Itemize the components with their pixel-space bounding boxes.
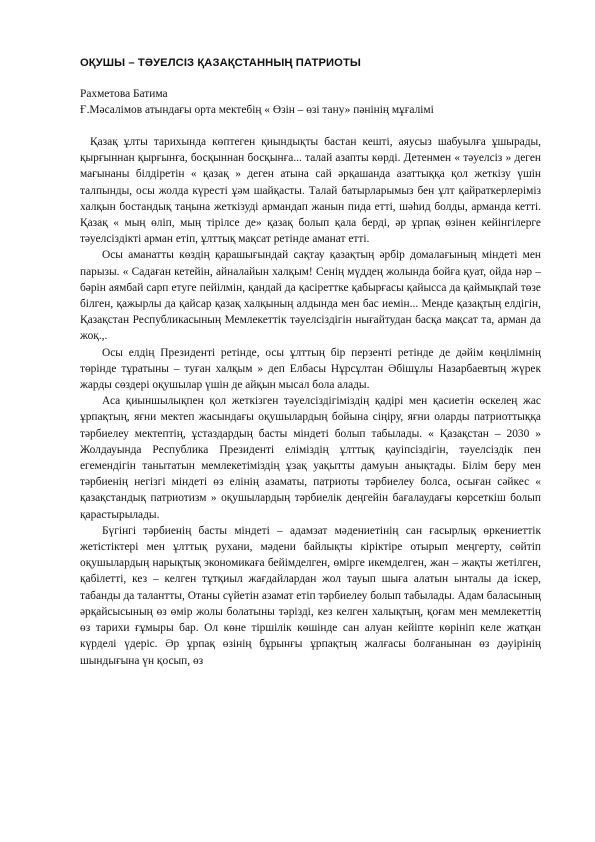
author-name: Рахметова Батима xyxy=(80,88,168,100)
paragraph: Қазақ ұлты тарихында көптеген қиындықты бастан кешті, аяусыз шабуылға ұшырады, қырғыннан қырғынға, босқыннан босқынға... талай азапты көрді. Детенмен « тәуелсіз » деген мағынаны білдіретін « қазақ » деген атына сай әрқашанда азаттыққа қол жеткізу үшін талпынды, осы жолда күресті ұәм шайқасты. Талай батырларымыз бен ұлт қайраткерлеріміз халқын бостандық таңына жеткізуді армандап жанын пида етті, шәһид болды, арманда кетті. Қазақ « мың өліп, мың тірілсе де» қазақ болып қала берді, әр ұрпақ өзінен кейінгілерге тәуелсіздікті арман етіп, ұлттық мақсат ретінде аманат етті. xyxy=(80,136,541,246)
paragraph: Аса қиыншылықпен қол жеткізген тәуелсіздігіміздің қадірі мен қасиетін өскелең жас ұрпақтың, яғни мектеп жасындағы оқушылардың бойына сіңіру, яғни оларды патриоттыққа тәрбиелеу мектептің, ұстаздардың басты міндеті болып табылады. « Қазақстан – 2030 » Жолдауында Республика Президенті еліміздің ұлттық қауіпсіздігін, тәуелсіздік пен егемендігін танытатын мемлекетіміздің ұзақ уақытты дамуын анықтады. Білім беру мен тәрбиенің негізгі міндеті өз елінің азаматы, патриоты тәрбиелеу болса, осыған сәйкес « қазақстандық патриотизм » оқушылардың тәрбиелік деңгейін бағалаудағы көрсеткіш болып қарастырылады. xyxy=(80,395,541,521)
paragraph: Осы аманатты көздің қарашығындай сақтау қазақтың әрбір домалағының міндеті мен парызы. « Садаған кетейін, айналайын халқым! Сенің мүддең жолында бойға қуат, ойда нәр – бәрін аямбай сарп етуге пейілмін, қандай да қасіреттке қабырғасы қайысса да қаймықпай төзе білген, қажырлы да қайсар қазақ халқының алдында мен бас иемін... Менде қазақтың елдігін, Қазақстан Республикасының Мемлекеттік тәуелсіздігін нығайтудан басқа мақсат та, арман да жоқ.,. xyxy=(80,249,541,343)
document-body xyxy=(80,134,541,669)
paragraph: Бүгінгі тәрбиенің басты міндеті – адамзат мәдениетінің сан ғасырлық өркениеттік жетістіктері мен ұлттық рухани, мәдени байлықты кіріктіре отырып меңгерту, сөйтіп оқушылардың нарықтық экономикаға бейімделген, өмірге икемделген, жан – жақты жетілген, қабілетті, кез – келген тұтқиыл жағдайлардан жол тауып шыға алатын ынталы да іскер, табанды да талантты, Отаны сүйетін азамат етіп тәрбиелеу болып табылады. Адам баласының әрқайсысының өз өмір жолы болатыны тәрізді, кез келген халықтың, қоғам мен мемлекеттің өз тарихи ғұмыры бар. Ол көне тіршілік көшінде сан алуан кейіпте көрініп келе жатқан күрделі үдеріс. Әр ұрпақ өзінің бұрынғы ұрпақтың жалғасы болғанынан өз дәуірінің шындығына үн қосып, өз xyxy=(80,524,541,667)
author-block xyxy=(80,86,541,118)
document-title: ОҚУШЫ – ТӘУЕЛСІЗ ҚАЗАҚСТАННЫҢ ПАТРИОТЫ xyxy=(80,57,361,69)
paragraph: Осы елдің Президенті ретінде, осы ұлттың бір перзенті ретінде де дәйім көңілімнің төрінде тұратыны – туған халқым » деп Елбасы Нұрсұлтан Әбішұлы Назарбаевтың жүрек жарды сөздері оқушылар үшін де айқын мысал бола алады. xyxy=(80,346,541,392)
author-affiliation: Ғ.Мәсалімов атындағы орта мектебің « Өзін – өзі тану» пәнінің мұғалімі xyxy=(80,104,434,116)
